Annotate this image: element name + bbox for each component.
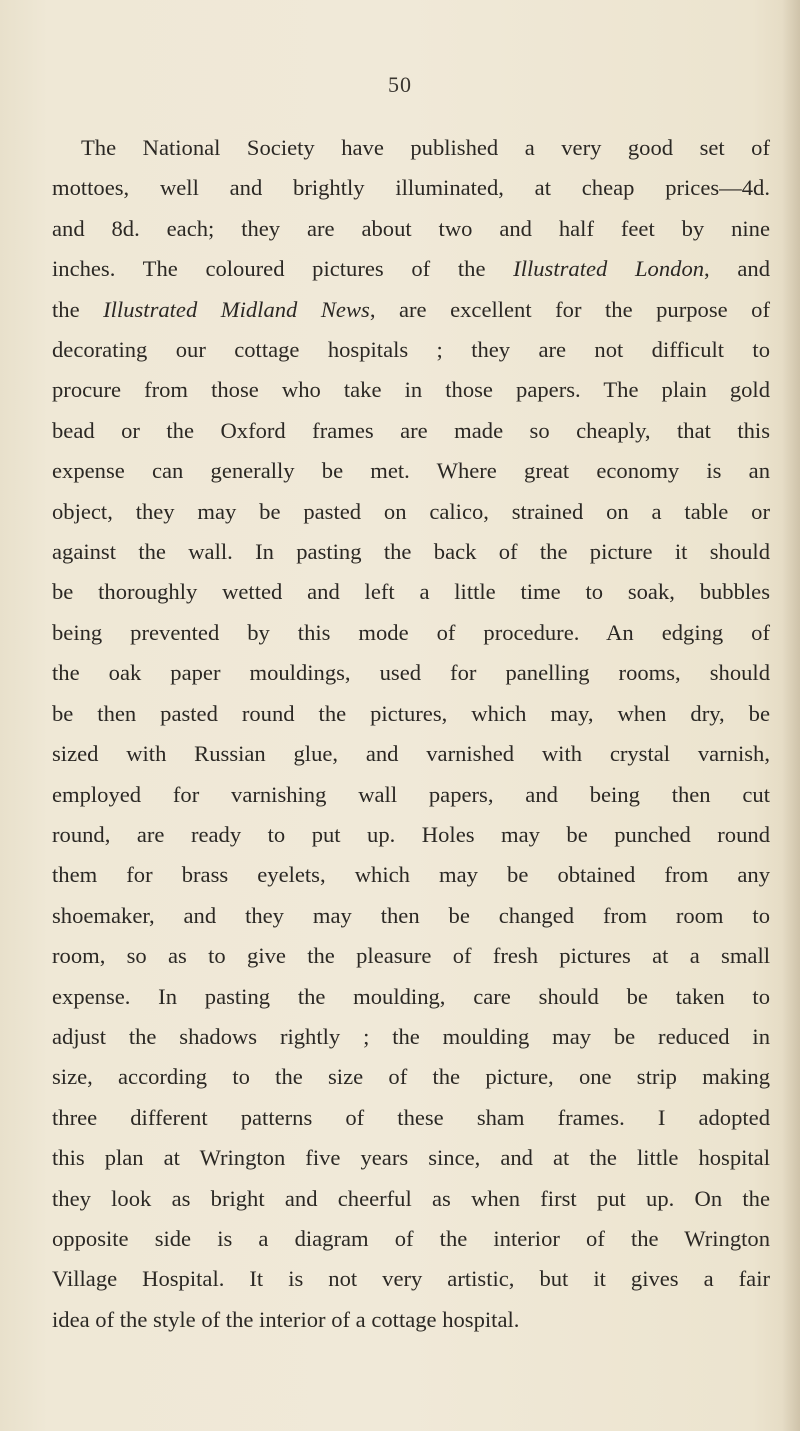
text-line	[52, 1259, 770, 1299]
text-run: decorating our cottage hospitals ; they are not difficult to	[52, 337, 770, 363]
text-line	[52, 492, 770, 532]
text-run: , are excellent for the purpose of	[369, 296, 770, 322]
text-run: be thoroughly wetted and left a little time to soak, bubbles	[52, 579, 770, 605]
text-run: against the wall. In pasting the back of the picture it should	[52, 539, 770, 565]
text-line	[52, 370, 770, 410]
text-run: sized with Russian glue, and varnished with crystal varnish,	[52, 741, 770, 767]
text-line	[52, 1138, 770, 1178]
text-run: The National Society have published a very good set of	[81, 135, 770, 160]
text-line	[52, 1300, 770, 1340]
text-line	[52, 532, 770, 572]
text-line	[52, 653, 770, 693]
text-run: Village Hospital. It is not very artistic, but it gives a fair	[52, 1266, 770, 1292]
text-line	[52, 775, 770, 815]
body-paragraph	[52, 128, 770, 1340]
italic-title: Illustrated London	[513, 256, 705, 282]
text-line	[52, 1098, 770, 1138]
text-run: mottoes, well and brightly illuminated, at cheap prices—4d.	[52, 175, 770, 201]
text-line	[52, 249, 770, 289]
text-run: , and	[704, 256, 770, 282]
text-line	[52, 855, 770, 895]
text-run: three different patterns of these sham frames. I adopted	[52, 1104, 770, 1130]
text-line	[52, 936, 770, 976]
text-line	[52, 330, 770, 370]
text-run: inches. The coloured pictures of the	[52, 256, 514, 282]
text-run: this plan at Wrington five years since, and at the little hospital	[52, 1145, 770, 1171]
text-run: being prevented by this mode of procedure. An edging of	[52, 619, 770, 645]
text-run: adjust the shadows rightly ; the moulding may be reduced in	[52, 1023, 770, 1049]
text-run: the oak paper mouldings, used for panelling rooms, should	[52, 660, 770, 686]
text-line	[52, 451, 770, 491]
text-run: them for brass eyelets, which may be obtained from any	[52, 862, 770, 888]
text-run: opposite side is a diagram of the interior of the Wrington	[52, 1225, 770, 1251]
text-line	[52, 694, 770, 734]
text-line	[52, 411, 770, 451]
text-line	[52, 1219, 770, 1259]
text-line	[52, 572, 770, 612]
text-run: employed for varnishing wall papers, and being then cut	[52, 781, 770, 807]
text-run: object, they may be pasted on calico, strained on a table or	[52, 498, 770, 524]
text-line	[52, 815, 770, 855]
text-run: the	[52, 296, 104, 322]
page-number: 50	[388, 72, 412, 97]
text-line	[52, 290, 770, 330]
text-run: and 8d. each; they are about two and half feet by nine	[52, 215, 770, 241]
text-run: shoemaker, and they may then be changed from room to	[52, 902, 770, 928]
text-line	[52, 896, 770, 936]
text-run: round, are ready to put up. Holes may be punched round	[52, 821, 770, 847]
text-line	[52, 1017, 770, 1057]
italic-title: Illustrated Midland News	[103, 296, 370, 322]
text-run: be then pasted round the pictures, which may, when dry, be	[52, 700, 770, 726]
text-line	[52, 613, 770, 653]
text-line	[52, 734, 770, 774]
text-run: bead or the Oxford frames are made so cheaply, that this	[52, 417, 770, 443]
text-line	[52, 209, 770, 249]
page-edge-shadow	[782, 0, 800, 1431]
text-run: they look as bright and cheerful as when first put up. On the	[52, 1185, 770, 1211]
text-run: room, so as to give the pleasure of fresh pictures at a small	[52, 943, 770, 969]
text-line	[52, 1179, 770, 1219]
text-run: procure from those who take in those papers. The plain gold	[52, 377, 770, 403]
text-run: expense can generally be met. Where great economy is an	[52, 458, 770, 484]
text-line	[52, 128, 770, 168]
text-line	[52, 977, 770, 1017]
text-run: size, according to the size of the picture, one strip making	[52, 1064, 770, 1090]
text-line	[52, 1057, 770, 1097]
text-run: expense. In pasting the moulding, care should be taken to	[52, 983, 770, 1009]
text-run: idea of the style of the interior of a cottage hospital.	[52, 1306, 520, 1332]
text-line	[52, 168, 770, 208]
